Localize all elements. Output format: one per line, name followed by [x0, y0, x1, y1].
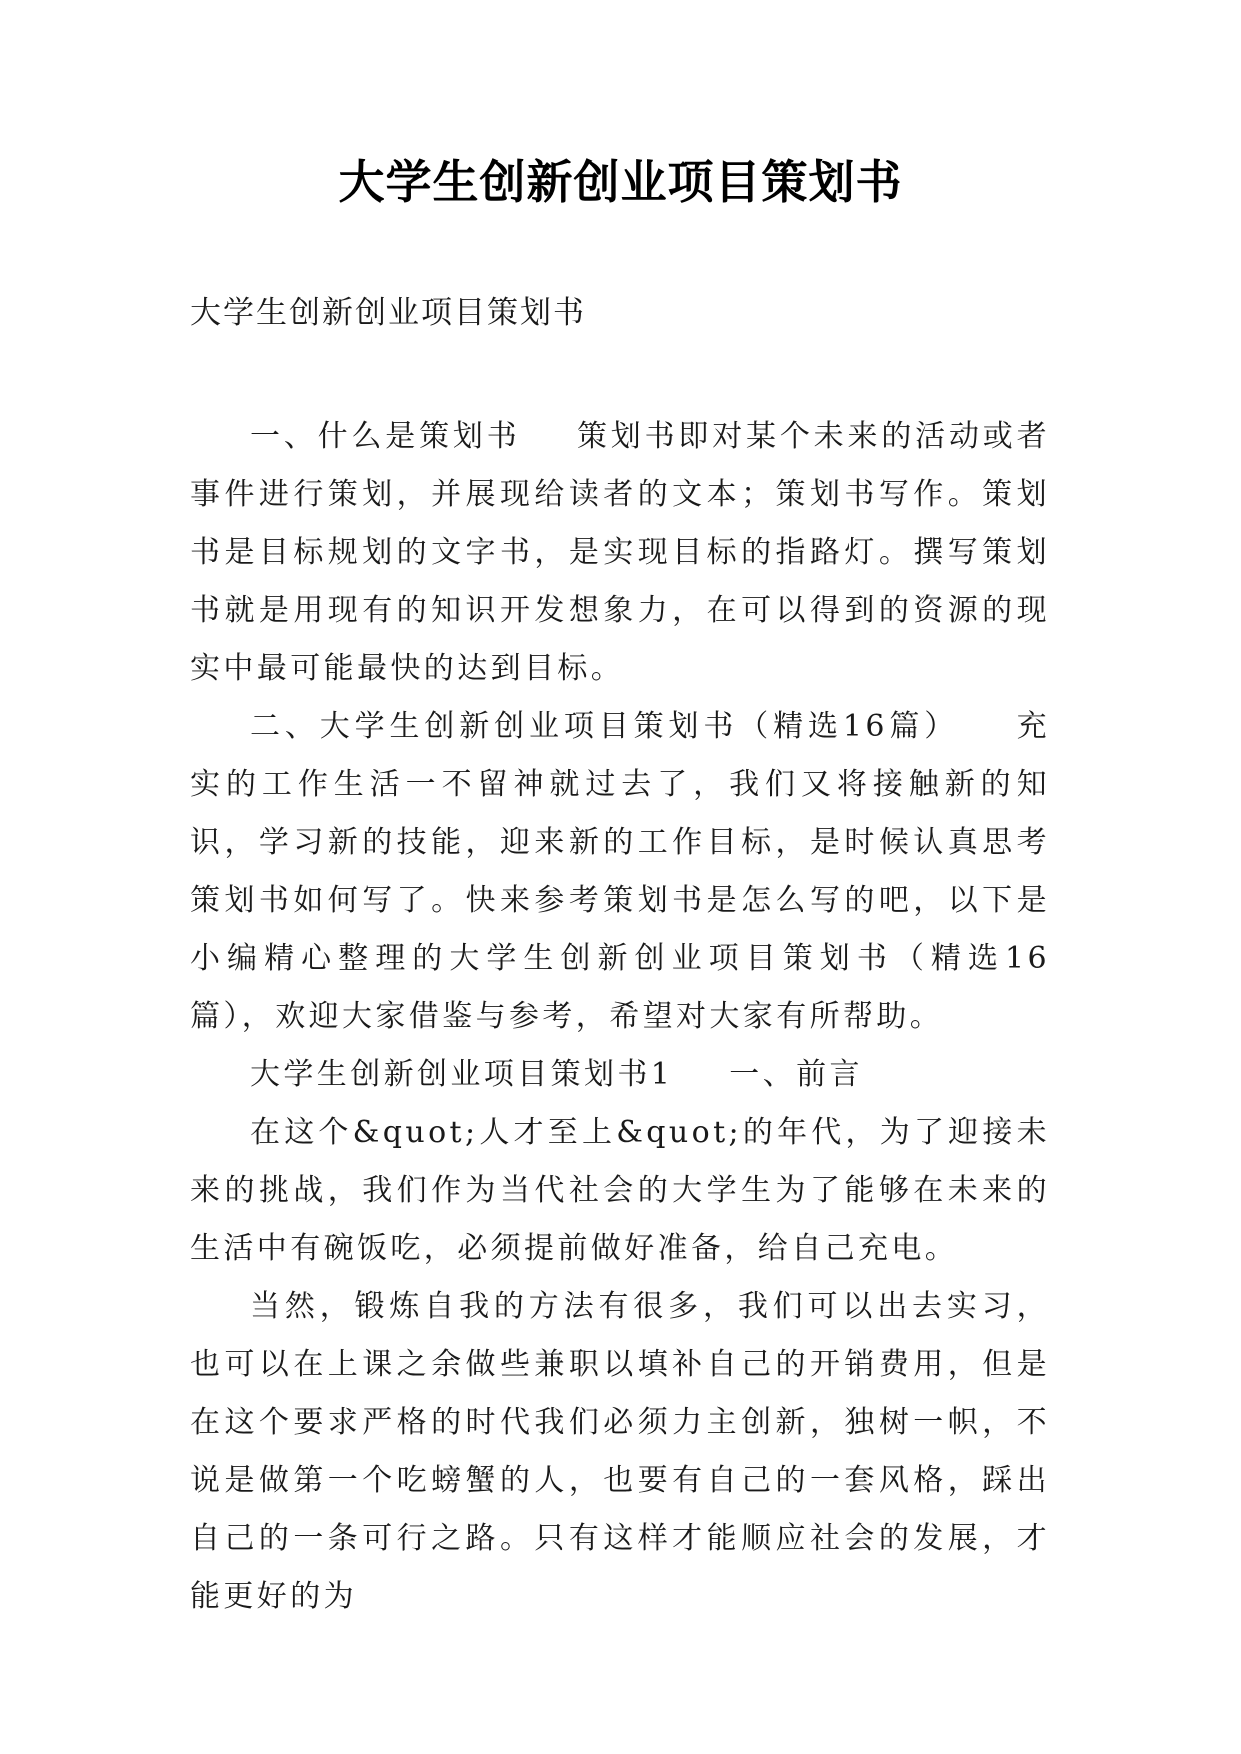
section-heading-1: 一、什么是策划书	[250, 419, 521, 454]
paragraph-what-is-plan	[190, 408, 1050, 698]
paragraph-text: 充实的工作生活一不留神就过去了，我们又将接触新的知识，学习新的技能，迎来新的工作目标，是时候认真思考策划书如何写了。快来参考策划书是怎么写的吧，以下是小编精心整理的大学生创新创业项目策划书（精选16篇），欢迎大家借鉴与参考，希望对大家有所帮助。	[190, 709, 1051, 1034]
article-section-heading: 一、前言	[729, 1057, 863, 1092]
paragraph-article-1-heading	[190, 1046, 1050, 1104]
paragraph-challenge	[190, 1104, 1050, 1278]
article-title: 大学生创新创业项目策划书1	[250, 1057, 674, 1092]
document-title: 大学生创新创业项目策划书	[338, 155, 903, 209]
paragraph-text: 当然，锻炼自我的方法有很多，我们可以出去实习，也可以在上课之余做些兼职以填补自己的开销费用，但是在这个要求严格的时代我们必须力主创新，独树一帜，不说是做第一个吃螃蟹的人，也要有自己的一套风格，踩出自己的一条可行之路。只有这样才能顺应社会的发展，才能更好的为	[190, 1289, 1050, 1614]
section-heading-2: 二、大学生创新创业项目策划书（精选16篇）	[250, 709, 960, 744]
paragraph-self-training	[190, 1278, 1050, 1626]
paragraph-text: 策划书即对某个未来的活动或者事件进行策划，并展现给读者的文本；策划书写作。策划书是目标规划的文字书，是实现目标的指路灯。撰写策划书就是用现有的知识开发想象力，在可以得到的资源的现实中最可能最快的达到目标。	[190, 419, 1050, 686]
paragraph-intro	[190, 698, 1050, 1046]
document-body	[190, 408, 1050, 1626]
paragraph-text: 在这个&quot;人才至上&quot;的年代，为了迎接未来的挑战，我们作为当代社会的大学生为了能够在未来的生活中有碗饭吃，必须提前做好准备，给自己充电。	[190, 1115, 1050, 1266]
document-subtitle: 大学生创新创业项目策划书	[190, 295, 586, 331]
